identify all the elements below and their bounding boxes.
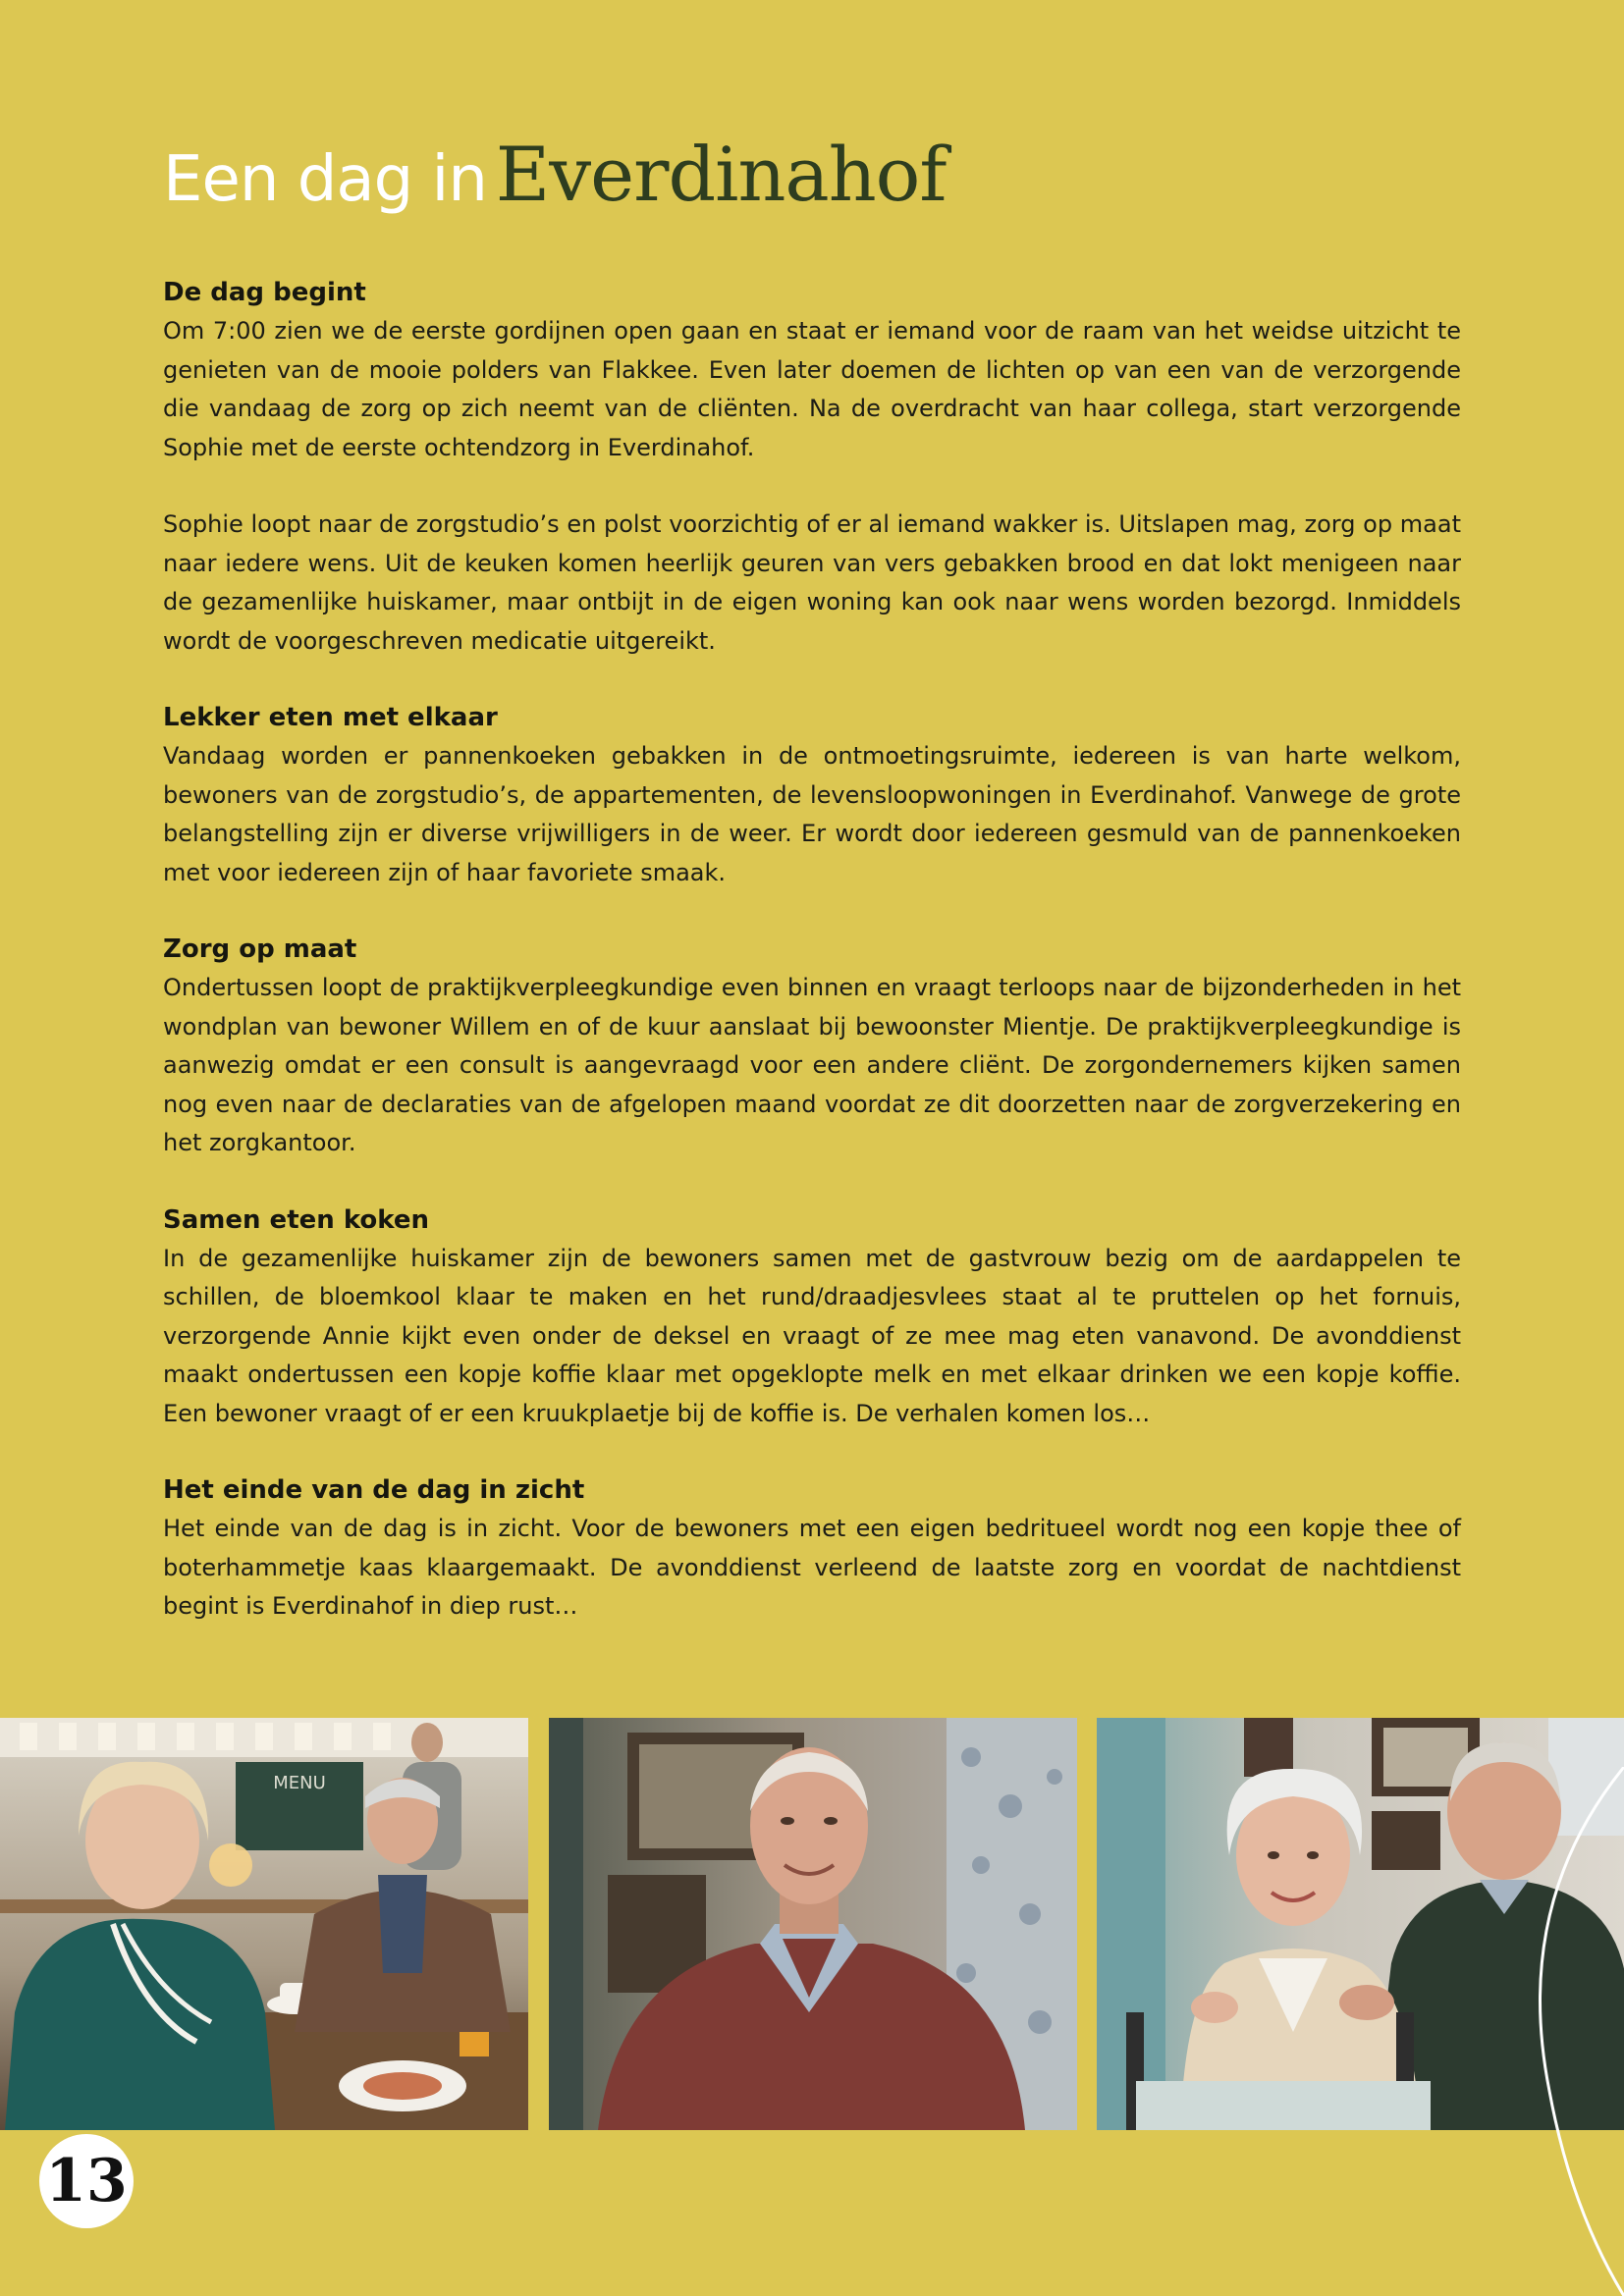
article-body [163, 273, 1461, 1664]
section-paragraph: Het einde van de dag is in zicht. Voor de bewoners met een eigen bedritueel wordt nog een kopje thee of boterhammetje kaas klaargemaakt. De avonddienst verleend de laatste zorg en voordat de nachtdienst begint is Everdinahof in diep rust… [163, 1515, 1461, 1620]
section-heading: Zorg op maat [163, 934, 357, 964]
photo-breakfast-image [0, 1718, 528, 2130]
section-paragraph: In de gezamenlijke huiskamer zijn de bewoners samen met de gastvrouw bezig om de aardappelen te schillen, de bloemkool klaar te maken en het rund/draadjesvlees staat al te pruttelen op het fornuis, verzorgende Annie kijkt even onder de deksel en vraagt of ze mee mag eten vanavond. De avonddienst maakt ondertussen een kopje koffie klaar met opgeklopte melk en met elkaar drinken we een kopje koffie. Een bewoner vraagt of er een kruukplaetje bij de koffie is. De verhalen komen los… [163, 1244, 1461, 1427]
page-title-lead: Een dag in [163, 143, 487, 216]
section-heading: De dag begint [163, 278, 366, 307]
section-heading: Het einde van de dag in zicht [163, 1475, 585, 1505]
section-heading: Lekker eten met elkaar [163, 703, 498, 732]
page-title-name: Everdinahof [495, 131, 947, 218]
page-number: 13 [45, 2147, 128, 2216]
photo-strip [0, 1718, 1624, 2130]
section-samen-eten-koken [163, 1201, 1461, 1434]
photo-portrait-image [549, 1718, 1077, 2130]
section-heading: Samen eten koken [163, 1204, 430, 1235]
section-zorg-op-maat [163, 930, 1461, 1163]
page-title [163, 131, 947, 218]
section-paragraph: Om 7:00 zien we de eerste gordijnen open gaan en staat er iemand voor de raam van het weidse uitzicht te genieten van de mooie polders van Flakkee. Even later doemen de lichten op van een van de verzorgende die vandaag de zorg op zich neemt van de cliënten. Na de overdracht van haar collega, start verzorgende Sophie met de eerste ochtendzorg in Everdinahof. [163, 317, 1461, 461]
decorative-curve [1532, 1767, 1624, 2296]
section-lekker-eten [163, 698, 1461, 892]
section-paragraph: Ondertussen loopt de praktijkverpleegkundige even binnen en vraagt terloops naar de bijzonderheden in het wondplan van bewoner Willem en of de kuur aanslaat bij bewoonster Mientje. De praktijkverpleegkundige is aanwezig omdat er een consult is aangevraagd voor een andere cliënt. De zorgondernemers kijken samen nog even naar de declaraties van de afgelopen maand voordat ze dit doorzetten naar de zorgverzekering en het zorgkantoor. [163, 974, 1461, 1156]
section-paragraph: Vandaag worden er pannenkoeken gebakken in de ontmoetingsruimte, iedereen is van harte welkom, bewoners van de zorgstudio’s, de appartementen, de levensloopwoningen in Everdinahof. Vanwege de grote belangstelling zijn er diverse vrijwilligers in de weer. Er wordt door iedereen gesmuld van de pannenkoeken met voor iedereen zijn of haar favoriete smaak. [163, 742, 1461, 886]
section-de-dag-begint [163, 273, 1461, 661]
photo-breakfast-residents [0, 1718, 528, 2130]
section-paragraph: Sophie loopt naar de zorgstudio’s en polst voorzichtig of er al iemand wakker is. Uitslapen mag, zorg op maat naar iedere wens. Uit de keuken komen heerlijk geuren van vers gebakken brood en dat lokt menigeen naar de gezamenlijke huiskamer, maar ontbijt in de eigen woning kan ook naar wens worden bezorgd. Inmiddels wordt de voorgeschreven medicatie uitgereikt. [163, 510, 1461, 655]
menu-board-text: MENU [273, 1773, 326, 1793]
section-einde-van-de-dag [163, 1470, 1461, 1627]
page-number-badge [39, 2134, 134, 2228]
photo-elderly-man-portrait [549, 1718, 1077, 2130]
